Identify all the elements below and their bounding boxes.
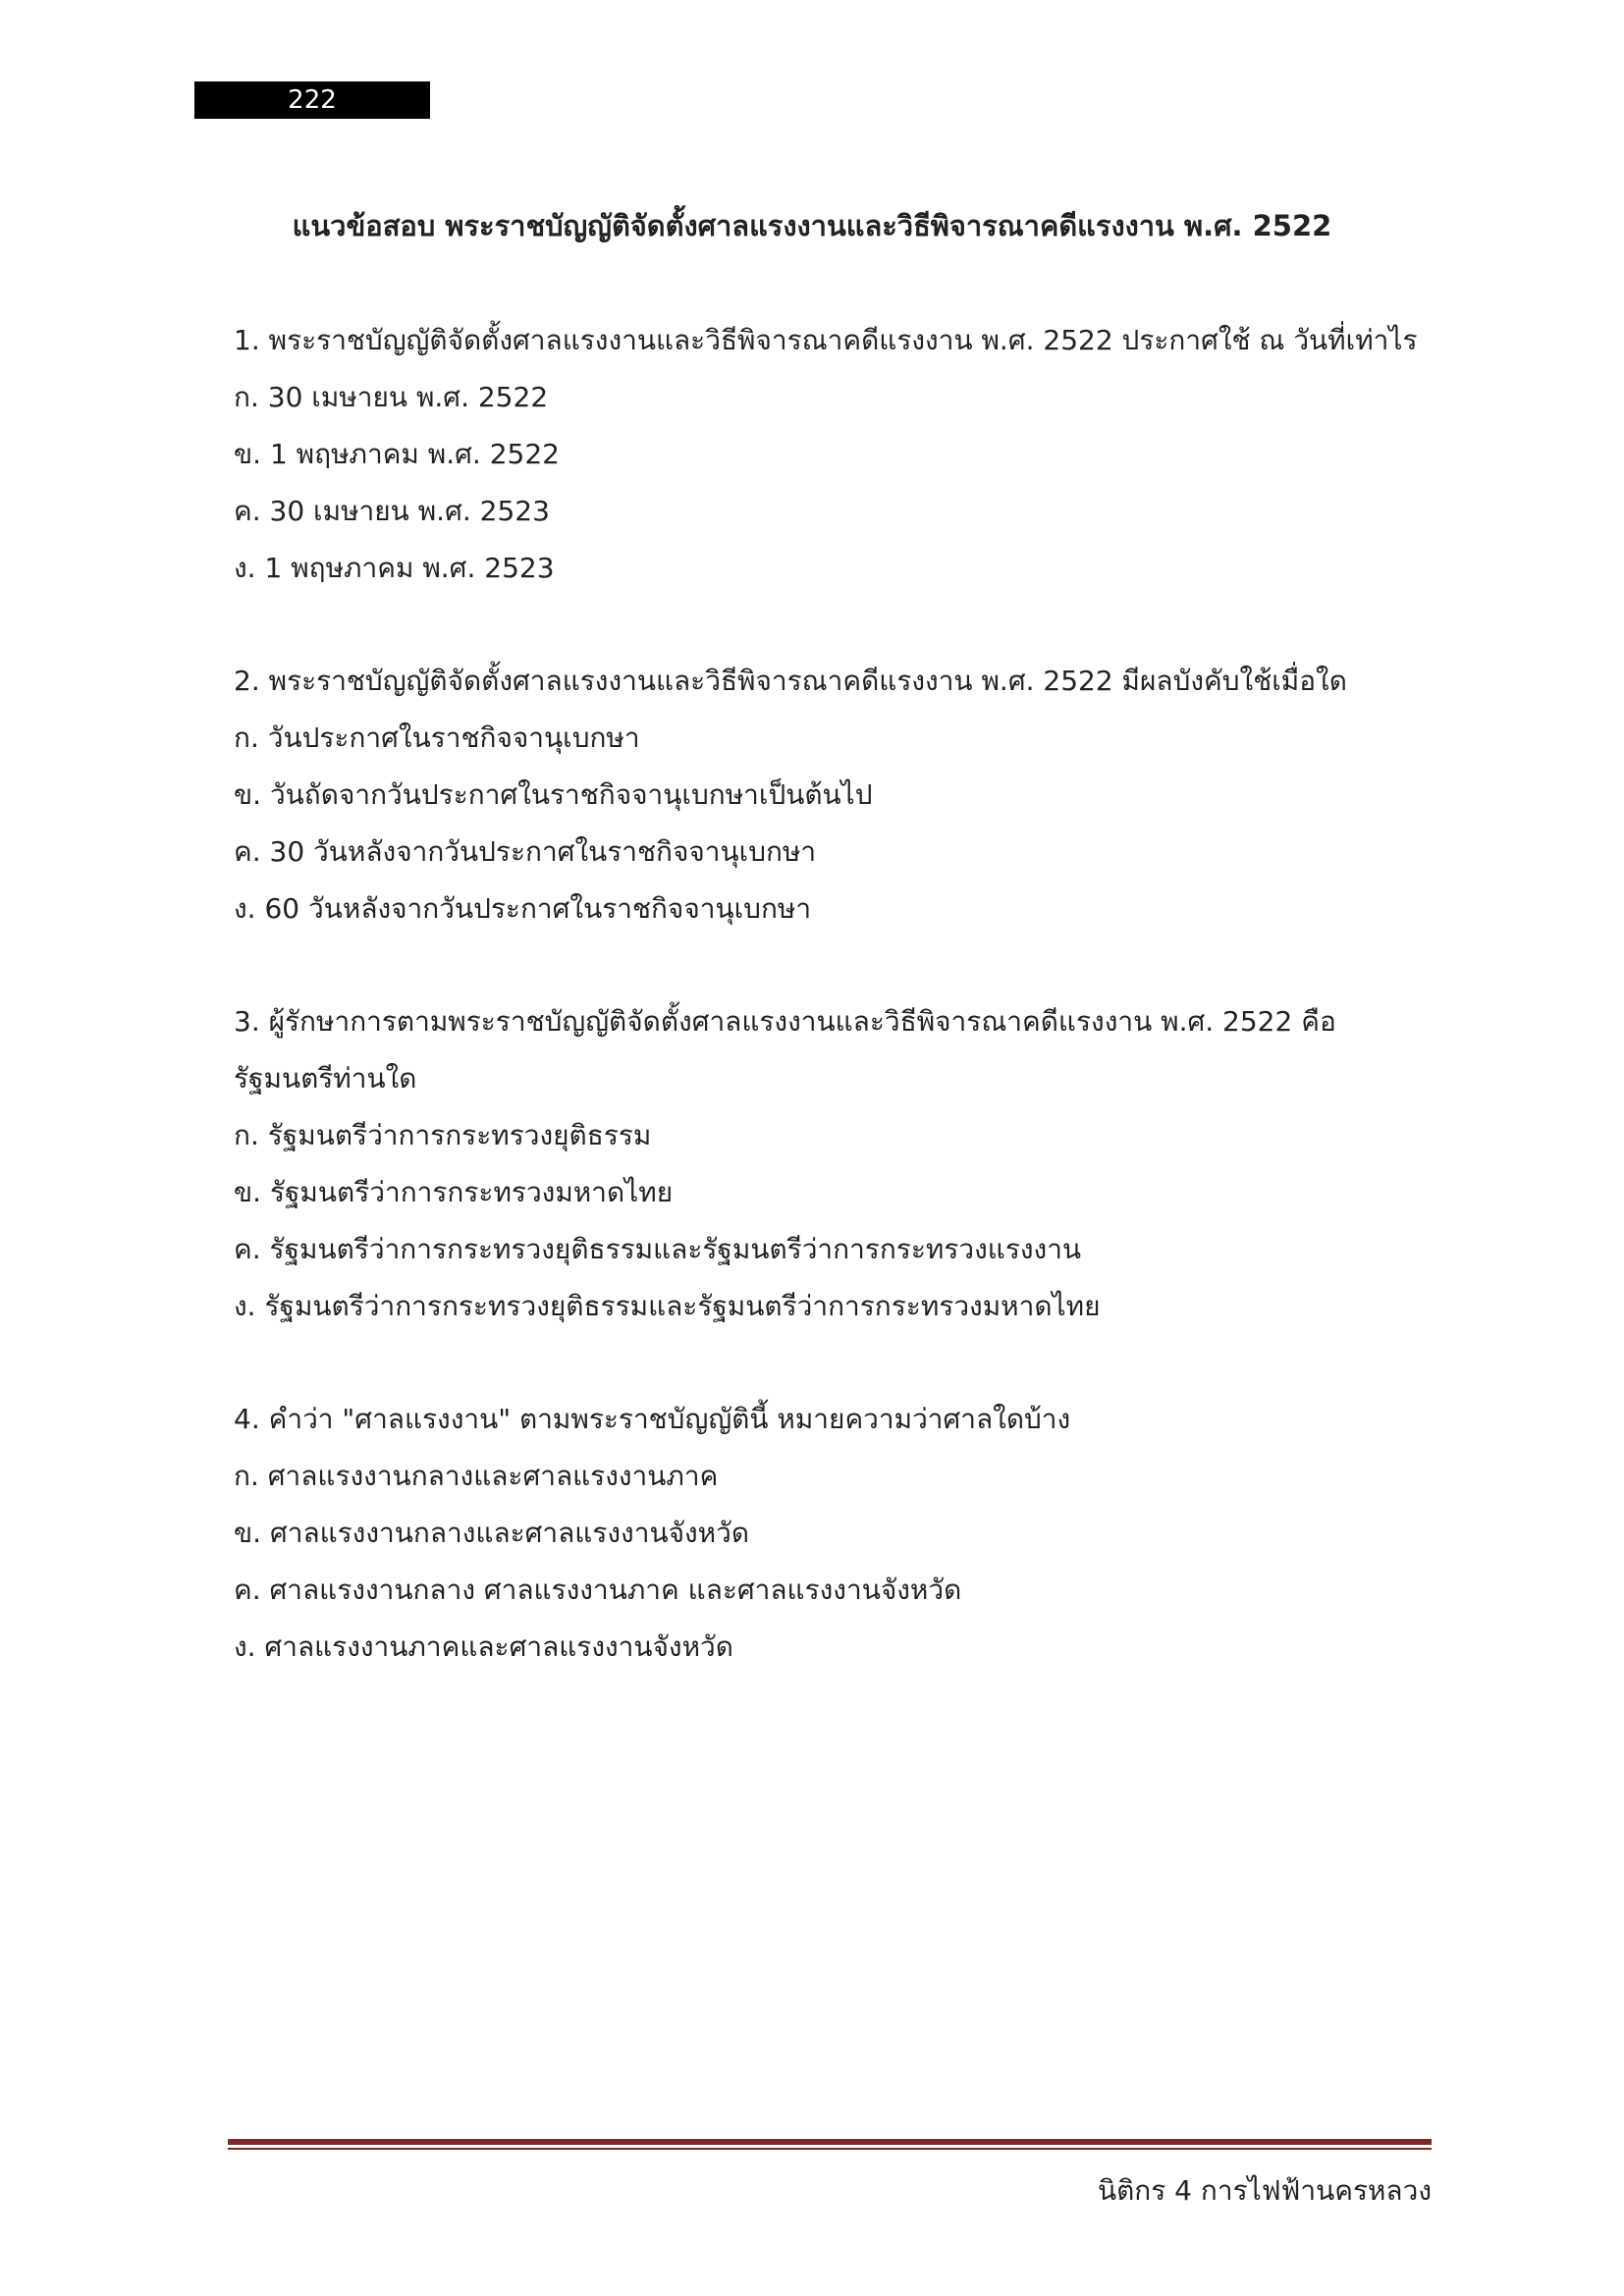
document-title: แนวข้อสอบ พระราชบัญญัติจัดตั้งศาลแรงงานและวิธีพิจารณาคดีแรงงาน พ.ศ. 2522 xyxy=(292,209,1332,242)
question-3 xyxy=(234,993,1422,1335)
option-a: ก. 30 เมษายน พ.ศ. 2522 xyxy=(234,381,549,413)
option-c: ค. ศาลแรงงานกลาง ศาลแรงงานภาค และศาลแรงงานจังหวัด xyxy=(234,1574,962,1606)
option-b: ข. รัฐมนตรีว่าการกระทรวงมหาดไทย xyxy=(234,1176,674,1208)
option-a: ก. ศาลแรงงานกลางและศาลแรงงานภาค xyxy=(234,1460,719,1492)
question-text: 4. คำว่า "ศาลแรงงาน" ตามพระราชบัญญัตินี้ หมายความว่าศาลใดบ้าง xyxy=(234,1403,1071,1435)
option-d: ง. 60 วันหลังจากวันประกาศในราชกิจจานุเบกษา xyxy=(234,892,812,925)
option-d: ง. 1 พฤษภาคม พ.ศ. 2523 xyxy=(234,552,555,584)
question-2 xyxy=(234,653,1422,937)
page-number-badge xyxy=(194,81,430,119)
option-c: ค. 30 เมษายน พ.ศ. 2523 xyxy=(234,495,550,527)
option-a: ก. รัฐมนตรีว่าการกระทรวงยุติธรรม xyxy=(234,1119,652,1151)
question-4 xyxy=(234,1391,1422,1676)
page-number: 222 xyxy=(288,85,337,115)
option-d: ง. รัฐมนตรีว่าการกระทรวงยุติธรรมและรัฐมนตรีว่าการกระทรวงมหาดไทย xyxy=(234,1290,1101,1322)
question-text: 2. พระราชบัญญัติจัดตั้งศาลแรงงานและวิธีพิจารณาคดีแรงงาน พ.ศ. 2522 มีผลบังคับใช้เมื่อใด xyxy=(234,665,1347,697)
option-b: ข. วันถัดจากวันประกาศในราชกิจจานุเบกษาเป็นต้นไป xyxy=(234,778,873,811)
footer-divider xyxy=(228,2139,1432,2145)
option-c: ค. รัฐมนตรีว่าการกระทรวงยุติธรรมและรัฐมนตรีว่าการกระทรวงแรงงาน xyxy=(234,1233,1082,1265)
option-c: ค. 30 วันหลังจากวันประกาศในราชกิจจานุเบกษา xyxy=(234,835,817,868)
option-b: ข. 1 พฤษภาคม พ.ศ. 2522 xyxy=(234,438,560,470)
footer-label: นิติกร 4 การไฟฟ้านครหลวง xyxy=(1097,2174,1432,2207)
option-a: ก. วันประกาศในราชกิจจานุเบกษา xyxy=(234,721,640,754)
question-text: 3. ผู้รักษาการตามพระราชบัญญัติจัดตั้งศาลแรงงานและวิธีพิจารณาคดีแรงงาน พ.ศ. 2522 คือรัฐมนตรีท่านใด xyxy=(234,1005,1336,1095)
option-d: ง. ศาลแรงงานภาคและศาลแรงงานจังหวัด xyxy=(234,1630,733,1663)
question-1 xyxy=(234,312,1422,597)
question-text: 1. พระราชบัญญัติจัดตั้งศาลแรงงานและวิธีพิจารณาคดีแรงงาน พ.ศ. 2522 ประกาศใช้ ณ วันที่เท่าไร xyxy=(234,324,1418,356)
question-list xyxy=(234,312,1422,1732)
footer-divider-thin xyxy=(228,2148,1432,2150)
option-b: ข. ศาลแรงงานกลางและศาลแรงงานจังหวัด xyxy=(234,1517,750,1549)
